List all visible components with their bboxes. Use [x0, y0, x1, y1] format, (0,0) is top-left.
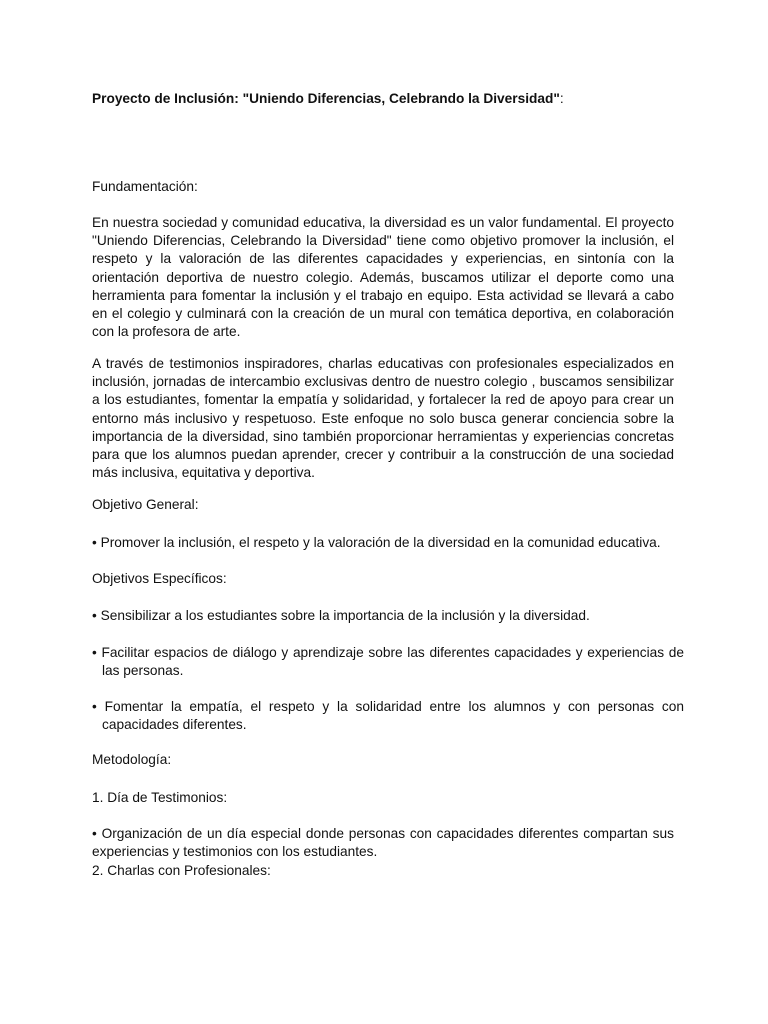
objetivo-especifico-item-2: • Facilitar espacios de diálogo y aprendizaje sobre las diferentes capacidades y experiencias de las personas.: [92, 645, 684, 679]
fundamentacion-paragraph-2: A través de testimonios inspiradores, charlas educativas con profesionales especializados en inclusión, jornadas de intercambio exclusivas dentro de nuestro colegio , buscamos sensibilizar a los estudiantes, fomentar la empatía y solidaridad, y fortalecer la red de apoyo para crear un entorno más inclusivo y respetuoso. Este enfoque no solo busca generar conciencia sobre la importancia de la diversidad, sino también proporcionar herramientas y experiencias concretas para que los alumnos puedan aprender, crecer y contribuir a la construcción de una sociedad más inclusiva, equitativa y deportiva.: [92, 356, 674, 481]
document-title-colon: :: [559, 91, 564, 106]
metodologia-step-2-heading: 2. Charlas con Profesionales:: [92, 863, 271, 878]
objetivo-especifico-item-1: • Sensibilizar a los estudiantes sobre la importancia de la inclusión y la diversidad.: [92, 608, 590, 623]
fundamentacion-paragraph-1: En nuestra sociedad y comunidad educativa, la diversidad es un valor fundamental. El proyecto "Uniendo Diferencias, Celebrando la Diversidad" tiene como objetivo promover la inclusión, el respeto y la valoración de las diferentes capacidades y experiencias, en sintonía con la orientación deportiva de nuestro colegio. Además, buscamos utilizar el deporte como una herramienta para fomentar la inclusión y el trabajo en equipo. Esta actividad se llevará a cabo en el colegio y culminará con la creación de un mural con temática deportiva, en colaboración con la profesora de arte.: [92, 215, 674, 340]
objetivo-general-heading: Objetivo General:: [92, 497, 199, 512]
document-title: [92, 90, 674, 108]
objetivo-especifico-item-3: • Fomentar la empatía, el respeto y la solidaridad entre los alumnos y con personas con capacidades diferentes.: [92, 699, 684, 733]
metodologia-step-1-item: • Organización de un día especial donde personas con capacidades diferentes compartan sus experiencias y testimonios con los estudiantes.: [92, 826, 674, 860]
objetivos-especificos-heading: Objetivos Específicos:: [92, 571, 227, 586]
metodologia-step-1-heading: 1. Día de Testimonios:: [92, 790, 228, 805]
objetivo-general-item: • Promover la inclusión, el respeto y la valoración de la diversidad en la comunidad educativa.: [92, 535, 661, 550]
document-title-text: Proyecto de Inclusión: "Uniendo Diferencias, Celebrando la Diversidad": [92, 91, 560, 106]
fundamentacion-heading: Fundamentación:: [92, 179, 198, 194]
metodologia-heading: Metodología:: [92, 752, 172, 767]
